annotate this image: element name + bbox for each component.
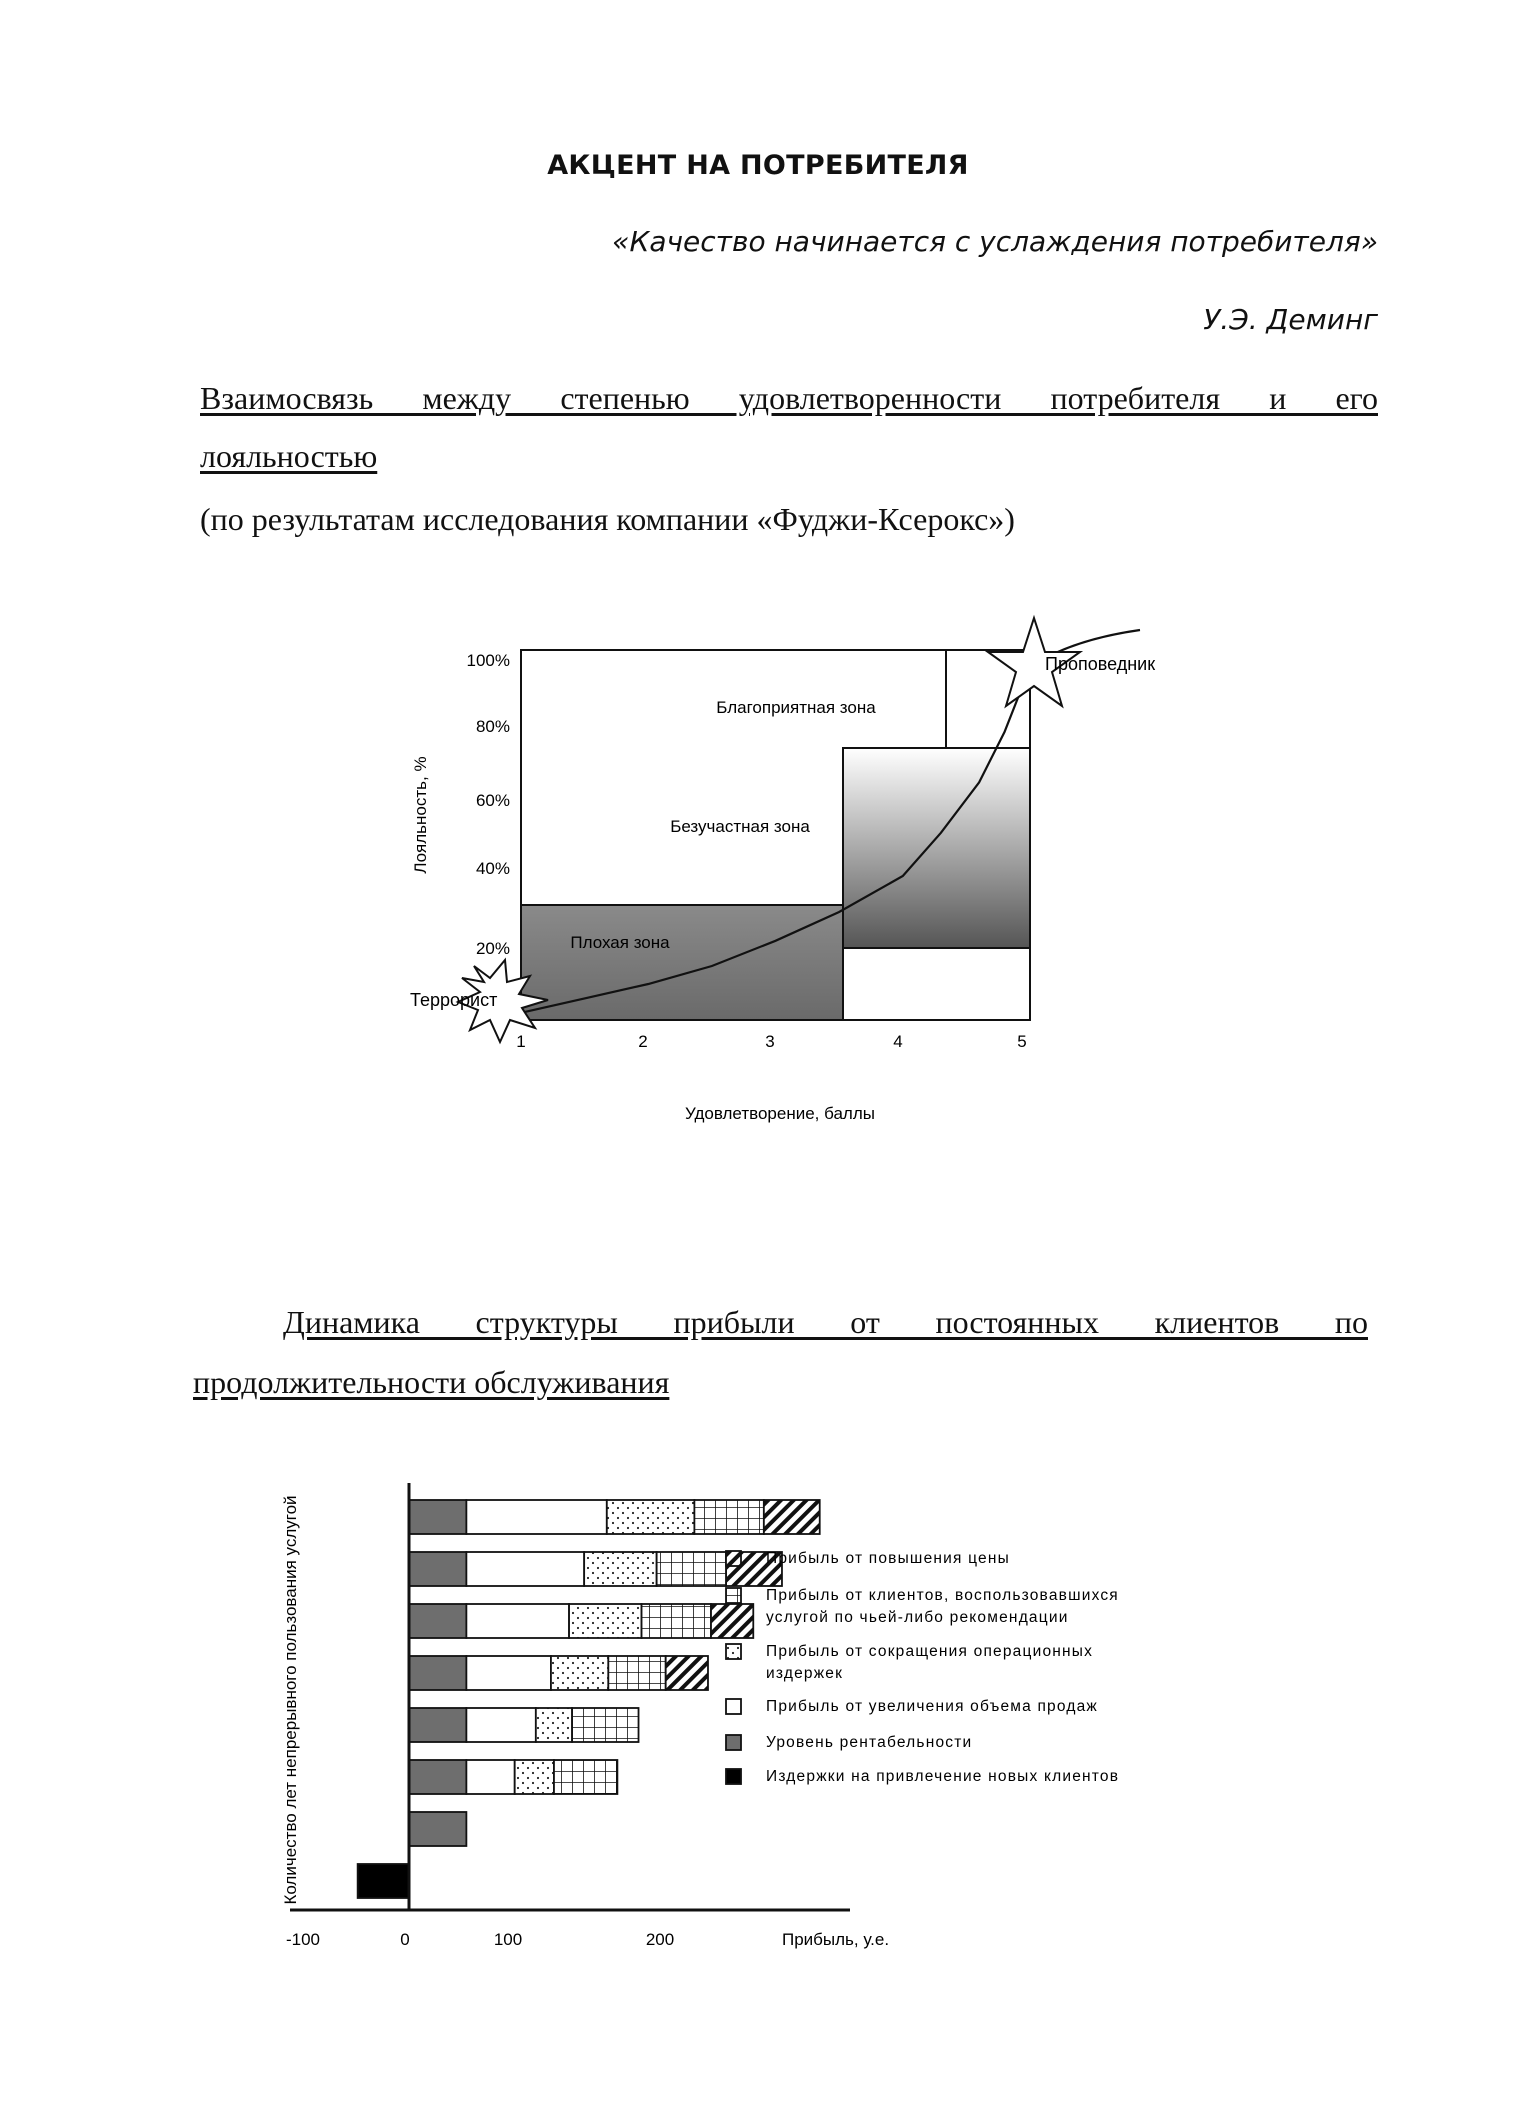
y-tick-label: 20%: [475, 939, 510, 958]
profit-x-axis-label: Прибыль, у.е.: [782, 1930, 890, 1949]
x-tick-label: 3: [765, 1032, 775, 1051]
profit-bar-segment: [409, 1552, 466, 1586]
profit-bar-segment: [657, 1552, 726, 1586]
profit-y-axis-label: Количество лет непрерывного пользования услугой: [281, 1495, 300, 1905]
profit-bar-segment: [572, 1708, 638, 1742]
profit-bar-segment: [466, 1552, 584, 1586]
profit-bar-segment: [466, 1760, 514, 1794]
profit-bar-segment: [551, 1656, 608, 1690]
x-tick-label: 2: [638, 1032, 648, 1051]
legend-label: Уровень рентабельности: [766, 1734, 973, 1751]
legend-swatch: [726, 1551, 741, 1566]
legend-label: услугой по чьей-либо рекомендации: [766, 1609, 1069, 1626]
preacher-label: Проповедник: [1045, 654, 1156, 674]
terrorist-label: Террорист: [410, 990, 498, 1010]
profit-x-tick-label: 0: [400, 1930, 410, 1949]
legend-label: Прибыль от сокращения операционных: [766, 1643, 1094, 1660]
profit-bar-segment: [569, 1604, 641, 1638]
legend-label: Прибыль от повышения цены: [766, 1550, 1010, 1567]
legend-label: Прибыль от клиентов, воспользовавшихся: [766, 1587, 1119, 1604]
section1-heading-line2: лояльностью: [200, 438, 378, 474]
section2-heading-line2: продолжительности обслуживания: [193, 1364, 670, 1400]
epigraph-author: У.Э. Деминг: [1203, 303, 1378, 336]
epigraph: «Качество начинается с услаждения потребителя»: [612, 225, 1378, 258]
profit-bar-segment: [642, 1604, 711, 1638]
x-tick-label: 1: [516, 1032, 526, 1051]
section1-subheading: (по результатам исследования компании «Фуджи-Ксерокс»): [200, 501, 1015, 537]
profit-bar-segment: [694, 1500, 763, 1534]
profit-bar-segment: [409, 1708, 466, 1742]
y-tick-label: 100%: [466, 651, 510, 670]
zone-label-bad: Плохая зона: [570, 933, 670, 952]
legend-label: издержек: [766, 1665, 844, 1682]
profit-bar-segment: [584, 1552, 656, 1586]
profit-x-tick-label: -100: [285, 1930, 321, 1949]
profit-bar-segment: [764, 1500, 820, 1534]
legend-swatch: [726, 1735, 741, 1750]
page-title: АКЦЕНТ НА ПОТРЕБИТЕЛЯ: [547, 150, 969, 181]
profit-bar-segment: [466, 1500, 606, 1534]
section2-heading-line1: Динамика структуры прибыли от постоянных клиентов по: [283, 1304, 1368, 1340]
profit-bar-segment: [515, 1760, 554, 1794]
y-axis-label: Лояльность, %: [411, 756, 430, 874]
profit-bar-segment: [607, 1500, 695, 1534]
profit-bar-segment: [358, 1864, 409, 1898]
profit-bar-segment: [409, 1500, 466, 1534]
profit-bar-segment: [711, 1604, 753, 1638]
legend-swatch: [726, 1769, 741, 1784]
y-tick-label: 80%: [475, 717, 510, 736]
profit-bar-segment: [666, 1656, 708, 1690]
profit-bar-segment: [409, 1760, 466, 1794]
profit-bar-segment: [409, 1656, 466, 1690]
zone-label-favorable: Благоприятная зона: [716, 698, 876, 717]
profit-bar-segment: [554, 1760, 617, 1794]
x-tick-label: 4: [893, 1032, 903, 1051]
y-tick-label: 40%: [475, 859, 510, 878]
profit-bar-segment: [409, 1604, 466, 1638]
profit-bar-segment: [536, 1708, 572, 1742]
profit-bar-segment: [608, 1656, 665, 1690]
profit-x-tick-label: 100: [493, 1930, 523, 1949]
profit-bar-segment: [466, 1656, 551, 1690]
y-tick-label: 60%: [475, 791, 510, 810]
x-axis-label: Удовлетворение, баллы: [685, 1104, 875, 1123]
legend-swatch: [726, 1699, 741, 1714]
profit-bar-segment: [466, 1708, 535, 1742]
legend-swatch: [726, 1644, 741, 1659]
profit-x-tick-label: 200: [645, 1930, 675, 1949]
legend-swatch: [726, 1588, 741, 1603]
section1-heading-line1: Взаимосвязь между степенью удовлетворенности потребителя и его: [200, 380, 1378, 416]
profit-bar-segment: [466, 1604, 569, 1638]
x-tick-label: 5: [1017, 1032, 1027, 1051]
profit-bar-segment: [409, 1812, 466, 1846]
legend-label: Издержки на привлечение новых клиентов: [766, 1768, 1120, 1785]
legend-label: Прибыль от увеличения объема продаж: [766, 1698, 1098, 1715]
zone-label-indifferent: Безучастная зона: [670, 817, 810, 836]
profit-legend: [726, 1550, 1119, 1785]
